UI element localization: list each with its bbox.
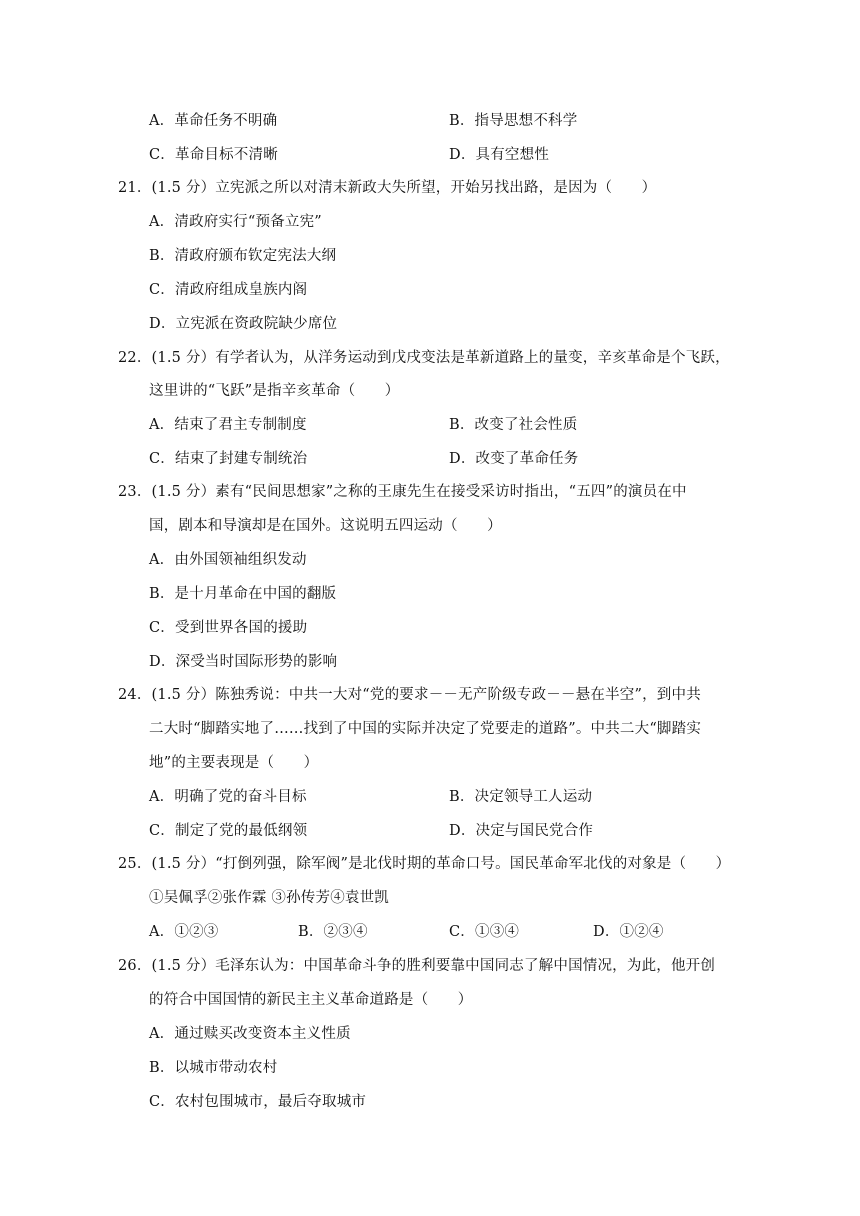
- q25-option-d: D．①②④: [593, 924, 664, 940]
- q23-stem-line2: 国，剧本和导演却是在国外。这说明五四运动（ ）: [149, 518, 502, 534]
- q24-stem-line3: 地”的主要表现是（ ）: [149, 755, 319, 771]
- q23-option-c: C．受到世界各国的援助: [149, 620, 308, 636]
- q22-option-a: A．结束了君主专制制度: [149, 417, 307, 433]
- q21-stem: 21．(1.5 分）立宪派之所以对清末新政大失所望，开始另找出路，是因为（ ）: [118, 180, 657, 196]
- q21-option-b: B．清政府颁布钦定宪法大纲: [149, 248, 337, 264]
- q26-option-b: B．以城市带动农村: [149, 1060, 278, 1076]
- q26-option-c: C．农村包围城市，最后夺取城市: [149, 1094, 367, 1110]
- q20-option-d: D．具有空想性: [449, 147, 550, 163]
- q26-stem-line2: 的符合中国国情的新民主主义革命道路是（ ）: [149, 992, 473, 1008]
- q23-option-b: B．是十月革命在中国的翻版: [149, 586, 337, 602]
- q21-option-a: A．清政府实行“预备立宪”: [149, 214, 322, 230]
- q25-option-c: C．①③④: [449, 924, 520, 940]
- q24-stem-line1: 24．(1.5 分）陈独秀说：中共一大对“党的要求－－无产阶级专政－－悬在半空”，到中共: [118, 687, 701, 703]
- q26-stem-line1: 26．(1.5 分）毛泽东认为：中国革命斗争的胜利要靠中国同志了解中国情况，为此，他开创: [118, 958, 716, 974]
- q25-items: ①吴佩孚②张作霖 ③孙传芳④袁世凯: [149, 890, 390, 906]
- q22-option-c: C．结束了封建专制统治: [149, 451, 308, 467]
- q22-option-b: B．改变了社会性质: [449, 417, 578, 433]
- q22-stem-line2: 这里讲的“飞跃”是指辛亥革命（ ）: [149, 383, 400, 399]
- q20-option-b: B．指导思想不科学: [449, 113, 578, 129]
- q20-option-c: C．革命目标不清晰: [149, 147, 278, 163]
- q26-option-a: A．通过赎买改变资本主义性质: [149, 1026, 351, 1042]
- q22-option-d: D．改变了革命任务: [449, 451, 579, 467]
- q23-option-a: A．由外国领袖组织发动: [149, 552, 307, 568]
- q24-option-c: C．制定了党的最低纲领: [149, 823, 308, 839]
- q23-stem-line1: 23．(1.5 分）素有“民间思想家”之称的王康先生在接受采访时指出，“五四”的演员在中: [118, 484, 687, 500]
- q21-option-c: C．清政府组成皇族内阁: [149, 282, 308, 298]
- q23-option-d: D．深受当时国际形势的影响: [149, 654, 338, 670]
- q22-stem-line1: 22．(1.5 分）有学者认为，从洋务运动到戊戌变法是革新道路上的量变，辛亥革命是个飞跃，: [118, 350, 730, 366]
- q25-option-a: A．①②③: [149, 924, 219, 940]
- q20-option-a: A．革命任务不明确: [149, 113, 278, 129]
- q24-option-d: D．决定与国民党合作: [449, 823, 594, 839]
- q24-stem-line2: 二大时“脚踏实地了……找到了中国的实际并决定了党要走的道路”。中共二大“脚踏实: [149, 721, 702, 737]
- q25-stem: 25．(1.5 分）“打倒列强，除军阀”是北伐时期的革命口号。国民革命军北伐的对象是（ ）: [118, 856, 731, 872]
- q24-option-a: A．明确了党的奋斗目标: [149, 789, 307, 805]
- q24-option-b: B．决定领导工人运动: [449, 789, 593, 805]
- q21-option-d: D．立宪派在资政院缺少席位: [149, 316, 338, 332]
- q25-option-b: B．②③④: [298, 924, 368, 940]
